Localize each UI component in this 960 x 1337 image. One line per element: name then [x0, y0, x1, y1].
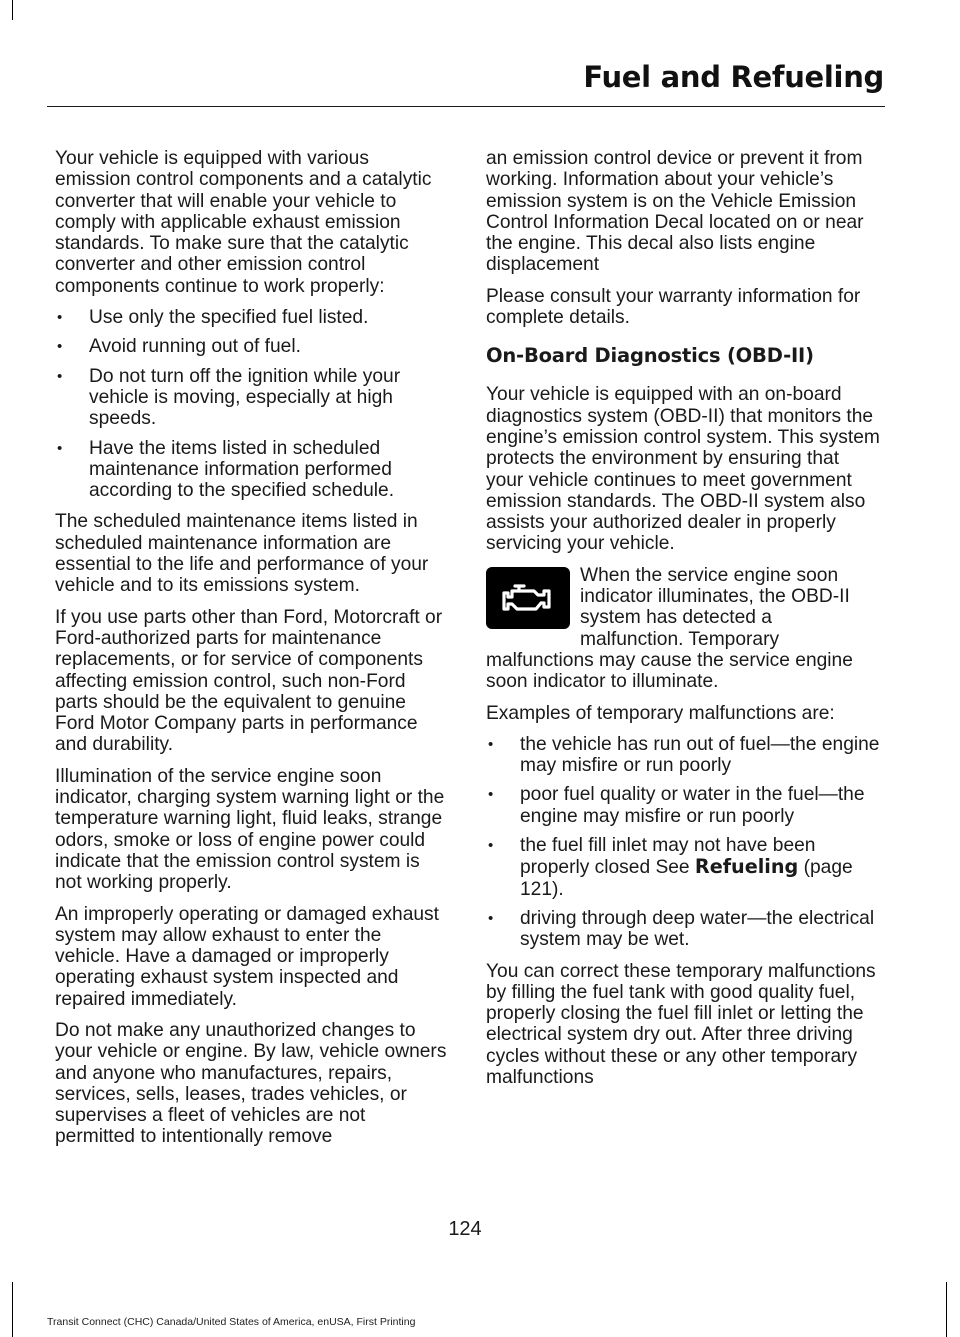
paragraph: an emission control device or prevent it from working. Information about your vehicle’s emission system is on the Vehicle Emission Control Information Decal located on or near the engine. This decal also lists engine displacement [486, 148, 864, 276]
list-item [486, 835, 880, 900]
list-item: • Do not turn off the ignition while your vehicle is moving, especially at high speeds. [55, 366, 449, 430]
list-item-text: (page 121). [520, 857, 853, 900]
check-engine-icon-graphic [500, 580, 556, 616]
paragraph: Please consult your warranty information for complete details. [486, 285, 861, 329]
paragraph: Do not make any unauthorized changes to your vehicle or engine. By law, vehicle owners and anyone who manufactures, repairs, services, sells, leases, trades vehicles, or supervises a fleet of vehicles are not permitted to intentionally remove [55, 1019, 447, 1148]
crop-mark [12, 0, 13, 20]
list-item: • Use only the specified fuel listed. [55, 307, 449, 328]
list-item: • Avoid running out of fuel. [55, 336, 449, 357]
left-column [55, 148, 449, 1158]
list-item: • poor fuel quality or water in the fuel—the engine may misfire or run poorly [486, 784, 880, 827]
crop-mark [12, 1282, 13, 1337]
list-item: • driving through deep water—the electrical system may be wet. [486, 908, 880, 951]
crop-mark [946, 1282, 947, 1337]
refueling-link[interactable]: Refueling [694, 855, 799, 879]
bullet-list [55, 307, 449, 501]
list-item: • the vehicle has run out of fuel—the engine may misfire or run poorly [486, 734, 880, 777]
list-item-text: the fuel fill inlet may not have been properly closed See [520, 835, 816, 879]
page-header-title: Fuel and Refueling [583, 60, 884, 94]
paragraph: An improperly operating or damaged exhaust system may allow exhaust to enter the vehicle. Have a damaged or improperly operating exhaust system inspected and repaired immediately. [55, 903, 439, 1010]
check-engine-icon [486, 567, 570, 629]
paragraph: When the service engine soon indicator illuminates, the OBD-II system has detected a malfunction. Temporary malfunctions may cause the service engine soon indicator to illuminate. [486, 564, 853, 693]
paragraph: You can correct these temporary malfunctions by filling the fuel tank with good quality fuel, properly closing the fuel fill inlet or letting the electrical system dry out. After three driving cycles without these or any other temporary malfunctions [486, 960, 876, 1088]
paragraph: The scheduled maintenance items listed in scheduled maintenance information are essential to the life and performance of your vehicle and to its emissions system. [55, 511, 429, 597]
paragraph: Illumination of the service engine soon indicator, charging system warning light or the temperature warning light, fluid leaks, strange odors, smoke or loss of engine power could indicate that the emission control system is not working properly. [55, 765, 445, 894]
bullet-list [486, 734, 880, 951]
indicator-block [486, 565, 880, 693]
paragraph: If you use parts other than Ford, Motorcraft or Ford-authorized parts for maintenance replacements, or for service of components affecting emission control, such non-Ford parts should be the equivalent to genuine Ford Motor Company parts in performance and durability. [55, 606, 443, 756]
paragraph: Your vehicle is equipped with various emission control components and a catalytic converter that will enable your vehicle to comply with applicable exhaust emission standards. To make sure that the catalytic converter and other emission control components continue to work properly: [55, 148, 432, 297]
right-column [486, 148, 880, 1098]
paragraph: Your vehicle is equipped with an on-board diagnostics system (OBD-II) that monitors the engine’s emission control system. This system protects the environment by ensuring that your vehicle continues to meet government emission standards. The OBD-II system also assists your authorized dealer in properly servicing your vehicle. [486, 384, 880, 555]
section-heading: On-Board Diagnostics (OBD-II) [486, 344, 814, 368]
page-number: 124 [448, 1218, 482, 1240]
footer-text: Transit Connect (CHC) Canada/United States of America, enUSA, First Printing [47, 1316, 416, 1328]
paragraph: Examples of temporary malfunctions are: [486, 702, 835, 724]
header-divider [47, 106, 885, 107]
list-item: • Have the items listed in scheduled maintenance information performed according to the specified schedule. [55, 438, 449, 502]
